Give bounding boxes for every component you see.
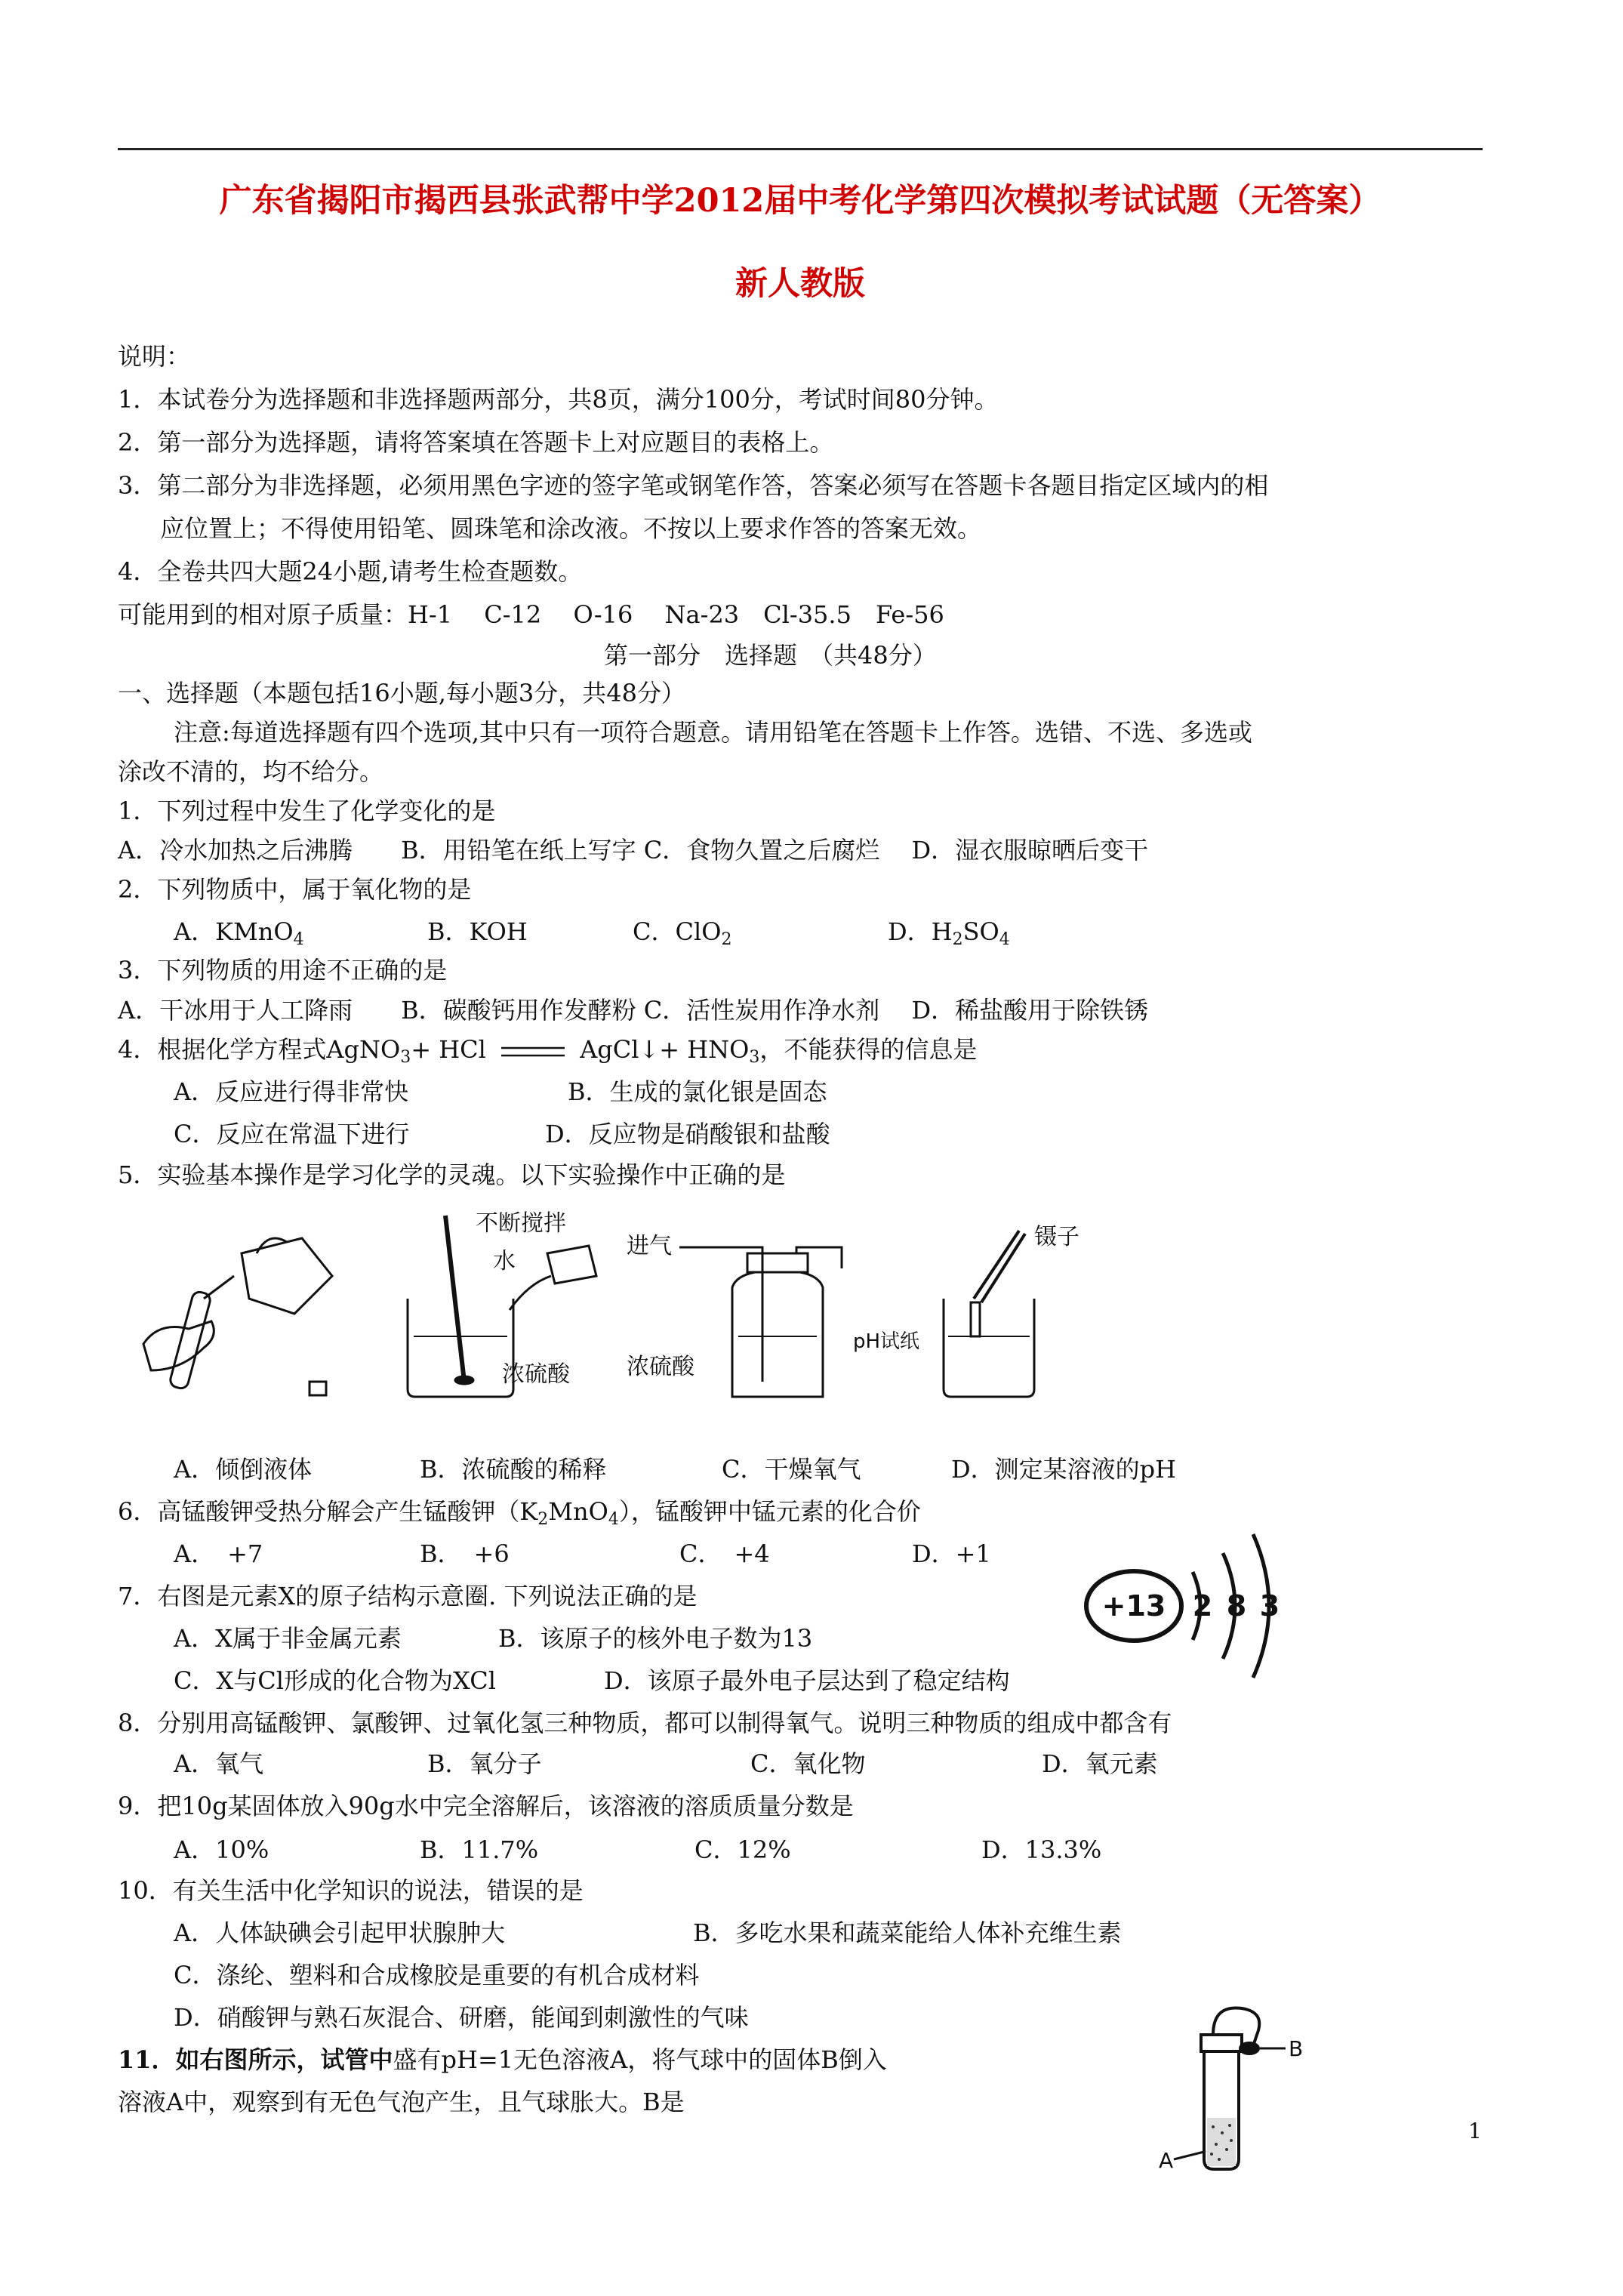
q6-option-c: C． +4 — [679, 1539, 770, 1568]
q4-stem: 4．根据化学方程式AgNO$_3$+ HCl AgCl↓+ $HNO_3$，不能获得的信息是 — [118, 1035, 978, 1067]
page-subtitle: 新人教版 — [735, 265, 865, 303]
fig-b-water-label: 水 — [493, 1248, 516, 1274]
note-line: 涂改不清的，均不给分。 — [118, 757, 384, 786]
q5-option-b: B．浓硫酸的稀释 — [420, 1455, 607, 1484]
instruction-item: 应位置上；不得使用铅笔、圆珠笔和涂改液。不按以上要求作答的答案无效。 — [160, 514, 982, 543]
q7-option-b: B．该原子的核外电子数为13 — [498, 1624, 813, 1653]
q10-option-c: C．涤纶、塑料和合成橡胶是重要的有机合成材料 — [174, 1961, 700, 1989]
q10-option-b: B．多吃水果和蔬菜能给人体补充维生素 — [693, 1918, 1122, 1947]
q9-option-a: A．10% — [174, 1835, 269, 1864]
q2-option-c: C．ClO$_2$ — [633, 917, 732, 949]
q2-stem: 2．下列物质中，属于氧化物的是 — [118, 875, 472, 904]
fig-c-inlet-label: 进气 — [627, 1233, 672, 1259]
label-a-pointer — [1174, 2152, 1204, 2159]
q1-stem: 1．下列过程中发生了化学变化的是 — [118, 797, 496, 825]
q9-option-b: B．11.7% — [420, 1835, 539, 1864]
q8-option-d: D．氧元素 — [1042, 1749, 1158, 1778]
q8-option-b: B．氧分子 — [427, 1749, 542, 1778]
q4-option-c: C．反应在常温下进行 — [174, 1120, 410, 1148]
instruction-item: 3．第二部分为非选择题，必须用黑色字迹的签字笔或钢笔作答，答案必须写在答题卡各题目指定区域内的相 — [118, 471, 1269, 500]
pouring-liquid-illustration — [143, 1238, 332, 1395]
solution-a — [1207, 2118, 1236, 2166]
q4-option-a: A．反应进行得非常快 — [174, 1077, 409, 1106]
q5-option-d: D．测定某溶液的pH — [951, 1455, 1177, 1484]
fig-b-acid-label: 浓硫酸 — [502, 1361, 570, 1388]
header-rule — [118, 148, 1483, 150]
q5-option-a: A．倾倒液体 — [174, 1455, 313, 1484]
q7-option-c: C．X与Cl形成的化合物为XCl — [174, 1666, 496, 1695]
fig-c-acid-label: 浓硫酸 — [627, 1354, 694, 1380]
q11-line1: 11．如右图所示，试管中盛有pH=1无色溶液A，将气球中的固体B倒入 — [118, 2045, 887, 2074]
section-heading: 一、选择题（本题包括16小题,每小题3分，共48分） — [118, 679, 685, 707]
q10-option-d: D．硝酸钾与熟石灰混合、研磨，能闻到刺激性的气味 — [174, 2003, 749, 2032]
page-title: 广东省揭阳市揭西县张武帮中学2012届中考化学第四次模拟考试试题（无答案） — [219, 182, 1381, 220]
q2-option-b: B．KOH — [427, 917, 528, 946]
shell-3-count: 3 — [1259, 1589, 1280, 1623]
q6-option-d: D．+1 — [912, 1539, 991, 1568]
q3-stem: 3．下列物质的用途不正确的是 — [118, 956, 448, 985]
fig-d-paper-label: pH试纸 — [853, 1330, 920, 1353]
part1-heading: 第一部分 选择题 （共48分） — [604, 641, 937, 670]
ph-test-illustration — [944, 1231, 1034, 1397]
stopper — [1201, 2035, 1242, 2051]
note-line: 注意:每道选择题有四个选项,其中只有一项符合题意。请用铅笔在答题卡上作答。选错、不选、多选或 — [174, 718, 1252, 747]
q2-option-d: D．$H_2SO_4$ — [888, 917, 1010, 949]
instructions-heading: 说明： — [118, 342, 191, 371]
fig-b-stir-label: 不断搅拌 — [476, 1210, 566, 1237]
q10-stem: 10．有关生活中化学知识的说法，错误的是 — [118, 1876, 584, 1905]
instruction-item: 1．本试卷分为选择题和非选择题两部分，共8页，满分100分，考试时间80分钟。 — [118, 385, 999, 414]
fig-d-tweezers-label: 镊子 — [1034, 1224, 1079, 1250]
q10-option-a: A．人体缺碘会引起甲状腺肿大 — [174, 1918, 506, 1947]
q5-figures — [128, 1208, 1155, 1412]
label-b: B — [1289, 2036, 1304, 2061]
q1-options: A．冷水加热之后沸腾 B．用铅笔在纸上写字 C．食物久置之后腐烂 D．湿衣服晾晒后变干 — [118, 836, 1149, 864]
q9-stem: 9．把10g某固体放入90g水中完全溶解后，该溶液的溶质质量分数是 — [118, 1792, 854, 1820]
q4-option-d: D．反应物是硝酸银和盐酸 — [545, 1120, 830, 1148]
shell-2-count: 8 — [1226, 1589, 1247, 1623]
q6-option-b: B． +6 — [420, 1539, 510, 1568]
q4-option-b: B．生成的氯化银是固态 — [568, 1077, 827, 1106]
gas-washing-bottle-illustration — [679, 1247, 842, 1397]
test-tube-diagram — [1144, 2005, 1325, 2178]
q8-option-c: C．氧化物 — [750, 1749, 866, 1778]
q6-option-a: A． +7 — [174, 1539, 263, 1568]
label-a: A — [1159, 2148, 1174, 2173]
q5-option-c: C．干燥氧气 — [722, 1455, 861, 1484]
q7-option-d: D．该原子最外电子层达到了稳定结构 — [604, 1666, 1010, 1695]
page-number: 1 — [1468, 2119, 1482, 2143]
q11-line2: 溶液A中，观察到有无色气泡产生，且气球胀大。B是 — [118, 2088, 685, 2116]
q9-option-c: C．12% — [694, 1835, 791, 1864]
q5-stem: 5．实验基本操作是学习化学的灵魂。以下实验操作中正确的是 — [118, 1160, 786, 1189]
q2-option-a: A．KMnO$_4$ — [174, 917, 304, 949]
q7-option-a: A．X属于非金属元素 — [174, 1624, 402, 1653]
instruction-item: 4．全卷共四大题24小题,请考生检查题数。 — [118, 557, 583, 586]
instruction-item: 2．第一部分为选择题，请将答案填在答题卡上对应题目的表格上。 — [118, 428, 834, 457]
atomic-masses: 可能用到的相对原子质量：H-1 C-12 O-16 Na-23 Cl-35.5 Fe-56 — [118, 600, 944, 629]
nucleus-charge: +13 — [1101, 1589, 1166, 1623]
equals-sign-icon — [498, 1043, 568, 1061]
shell-1-count: 2 — [1192, 1589, 1213, 1623]
q3-options: A．干冰用于人工降雨 B．碳酸钙用作发酵粉 C．活性炭用作净水剂 D．稀盐酸用于除铁锈 — [118, 996, 1149, 1025]
q9-option-d: D．13.3% — [981, 1835, 1102, 1864]
q7-stem: 7．右图是元素X的原子结构示意圈. 下列说法正确的是 — [118, 1582, 698, 1610]
solid-b — [1239, 2042, 1260, 2055]
q8-stem: 8．分别用高锰酸钾、氯酸钾、过氧化氢三种物质，都可以制得氧气。说明三种物质的组成中都含有 — [118, 1709, 1172, 1737]
q6-stem: 6．高锰酸钾受热分解会产生锰酸钾$(K_2MnO_4)$，锰酸钾中锰元素的化合价 — [118, 1497, 921, 1529]
atomic-structure-diagram — [1079, 1519, 1283, 1685]
q8-option-a: A．氧气 — [174, 1749, 264, 1778]
